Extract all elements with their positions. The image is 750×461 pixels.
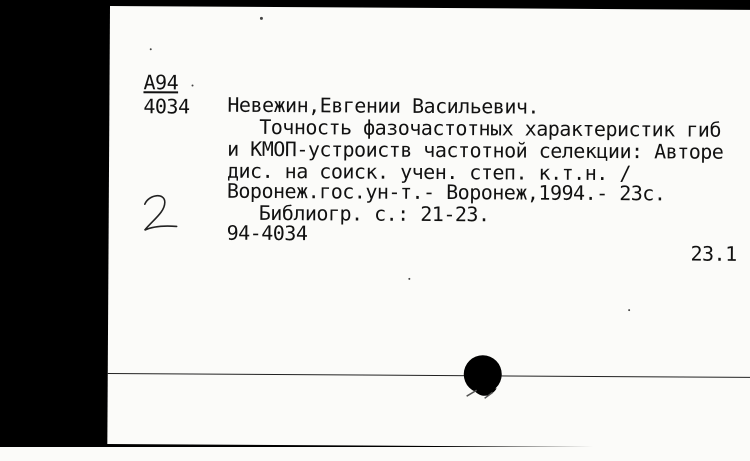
publisher-line: Воронеж.гос.ун-т.- Воронеж,1994.- 23с. — [226, 178, 666, 206]
inventory-number: 94-4034 — [226, 220, 308, 246]
scanner-bottom-strip — [0, 447, 750, 461]
dust-speck — [150, 48, 152, 50]
dust-speck — [260, 17, 263, 20]
card-rule-line — [108, 373, 750, 378]
call-number: 4034 — [143, 94, 190, 119]
title-line-1: Точность фазочастотных характеристик гиб — [259, 114, 721, 142]
shelf-mark: А94 — [143, 70, 179, 95]
title-line-2: и КМОП-устроиств частотной селекции: Авторе — [227, 136, 724, 164]
title-line-3: дис. на соиск. учен. степ. к.т.н. / — [226, 158, 631, 186]
catalog-card — [107, 6, 750, 448]
bibliography-line: Библиогр. с.: 21-23. — [258, 200, 490, 227]
date-stamp: 23.1 — [690, 241, 737, 266]
dust-speck — [408, 278, 410, 280]
dust-speck — [192, 84, 194, 86]
dust-speck — [628, 309, 630, 311]
handwritten-number-mark — [139, 192, 181, 236]
author-line: Невежин,Евгении Васильевич. — [227, 92, 540, 119]
punch-hole-icon — [463, 352, 507, 402]
